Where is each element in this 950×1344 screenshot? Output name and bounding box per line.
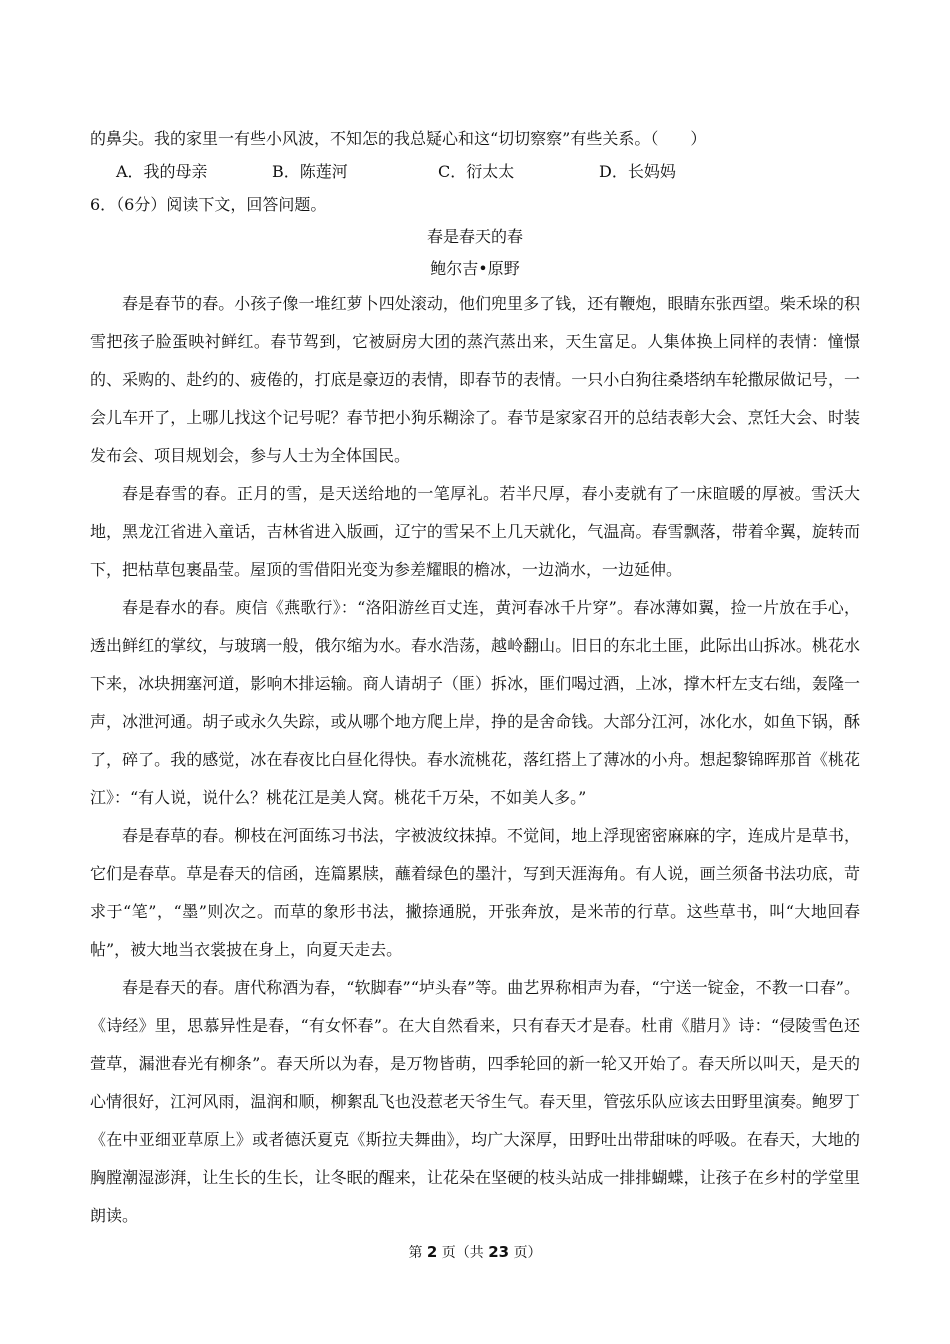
footer-suffix: 页） bbox=[513, 1245, 542, 1261]
footer-page-number: 2 bbox=[426, 1243, 438, 1261]
article-author: 鲍尔吉•原野 bbox=[430, 259, 520, 278]
paragraph-spring-water: 春是春水的春。庾信《燕歌行》：“洛阳游丝百丈连，黄河春冰千片穿”。春冰薄如翼，捡一片放在手心，透出鲜红的掌纹，与玻璃一般，俄尔缩为水。春水浩荡，越岭翻山。旧日的东北土匪，此际出山拆冰。桃花水下来，冰块拥塞河道，影响木排运输。商人请胡子（匪）拆冰，匪们喝过酒，上冰，撑木杆左支右绌，轰隆一声，冰泄河通。胡子或永久失踪，或从哪个地方爬上岸，挣的是舍命钱。大部分江河，冰化水，如鱼下锅，酥了，碎了。我的感觉，冰在春夜比白昼化得快。春水流桃花，落红搭上了薄冰的小舟。想起黎锦晖那首《桃花江》：“有人说，说什么？桃花江是美人窝。桃花千万朵，不如美人多。” bbox=[90, 598, 860, 807]
footer-prefix: 第 bbox=[408, 1245, 423, 1261]
paragraph-spring-snow: 春是春雪的春。正月的雪，是天送给地的一笔厚礼。若半尺厚，春小麦就有了一床暄暖的厚被。雪沃大地，黑龙江省进入童话，吉林省进入版画，辽宁的雪呆不上几天就化，气温高。春雪飘落，带着伞翼，旋转而下，把枯草包裹晶莹。屋顶的雪借阳光变为参差耀眼的檐冰，一边淌水，一边延伸。 bbox=[90, 484, 860, 579]
footer-total-pages: 23 bbox=[488, 1243, 510, 1261]
question-header: 6．（6分）阅读下文，回答问题。 bbox=[90, 195, 327, 214]
previous-question-tail: 的鼻尖。我的家里一有些小风波，不知怎的我总疑心和这“切切察察”有些关系。（ ） bbox=[90, 129, 707, 148]
option-b[interactable]: B．陈莲河 bbox=[272, 162, 348, 181]
page-footer bbox=[0, 1242, 950, 1263]
paragraph-spring-festival: 春是春节的春。小孩子像一堆红萝卜四处滚动，他们兜里多了钱，还有鞭炮，眼睛东张西望。柴禾垛的积雪把孩子脸蛋映衬鲜红。春节驾到，它被厨房大团的蒸汽蒸出来，天生富足。人集体换上同样的表情：憧憬的、采购的、赴约的、疲倦的，打底是豪迈的表情，即春节的表情。一只小白狗往桑塔纳车轮撒尿做记号，一会儿车开了，上哪儿找这个记号呢？春节把小狗乐糊涂了。春节是家家召开的总结表彰大会、烹饪大会、时装发布会、项目规划会，参与人士为全体国民。 bbox=[90, 294, 860, 465]
option-c[interactable]: C．衍太太 bbox=[438, 162, 515, 181]
page-content bbox=[90, 122, 860, 1235]
paragraph-spring-grass: 春是春草的春。柳枝在河面练习书法，字被波纹抹掉。不觉间，地上浮现密密麻麻的字，连成片是草书，它们是春草。草是春天的信函，连篇累牍，蘸着绿色的墨汁，写到天涯海角。有人说，画兰须备书法功底，苛求于“笔”，“墨”则次之。而草的象形书法，撇捺通脱，开张奔放，是米芾的行草。这些草书，叫“大地回春帖”，被大地当衣裳披在身上，向夏天走去。 bbox=[90, 826, 860, 959]
article-title: 春是春天的春 bbox=[426, 227, 523, 246]
answer-options bbox=[90, 155, 860, 188]
option-a[interactable]: A．我的母亲 bbox=[116, 162, 208, 181]
article-heading bbox=[90, 221, 860, 285]
footer-middle: 页（共 bbox=[441, 1245, 484, 1261]
paragraph-spring-season: 春是春天的春。唐代称酒为春，“软脚春”“垆头春”等。曲艺界称相声为春，“宁送一锭金，不教一口春”。《诗经》里，思慕异性是春，“有女怀春”。在大自然看来，只有春天才是春。杜甫《腊月》诗：“侵陵雪色还萱草，漏泄春光有柳条”。春天所以为春，是万物皆萌，四季轮回的新一轮又开始了。春天所以叫天，是天的心情很好，江河风雨，温润和顺，柳絮乱飞也没惹老天爷生气。春天里，管弦乐队应该去田野里演奏。鲍罗丁《在中亚细亚草原上》或者德沃夏克《斯拉夫舞曲》，均广大深厚，田野吐出带甜味的呼吸。在春天，大地的胸膛潮湿澎湃，让生长的生长，让冬眠的醒来，让花朵在坚硬的枝头站成一排排蝴蝶，让孩子在乡村的学堂里朗读。 bbox=[90, 978, 860, 1225]
option-d[interactable]: D．长妈妈 bbox=[599, 162, 676, 181]
